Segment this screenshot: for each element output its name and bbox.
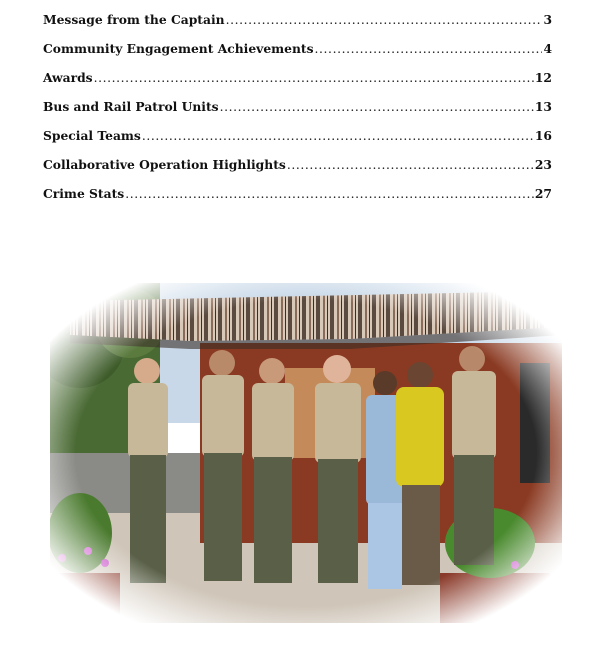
toc-entry-title: Message from the Captain bbox=[43, 12, 225, 27]
toc-entry-title: Bus and Rail Patrol Units bbox=[43, 99, 219, 114]
toc-leader-dots bbox=[142, 128, 534, 143]
toc-entry-page: 13 bbox=[534, 99, 552, 114]
toc-entry-collaborative-operations[interactable] bbox=[43, 157, 552, 186]
toc-entry-page: 4 bbox=[543, 41, 552, 56]
toc-entry-page: 27 bbox=[534, 186, 552, 201]
toc-entry-bus-rail-patrol[interactable] bbox=[43, 99, 552, 128]
deputy-5 bbox=[452, 346, 496, 565]
toc-entry-title: Special Teams bbox=[43, 128, 141, 143]
table-of-contents bbox=[43, 12, 552, 215]
toc-leader-dots bbox=[287, 157, 534, 172]
toc-entry-title: Collaborative Operation Highlights bbox=[43, 157, 286, 172]
toc-entry-page: 3 bbox=[543, 12, 552, 27]
toc-entry-community-engagement[interactable] bbox=[43, 41, 552, 70]
toc-entry-captain-message[interactable] bbox=[43, 12, 552, 41]
deputy-4 bbox=[315, 355, 361, 583]
community-member-yellow-jacket bbox=[396, 362, 444, 585]
toc-leader-dots bbox=[226, 12, 543, 27]
toc-entry-crime-stats[interactable] bbox=[43, 186, 552, 215]
toc-leader-dots bbox=[125, 186, 534, 201]
toc-entry-title: Crime Stats bbox=[43, 186, 125, 201]
toc-entry-title: Awards bbox=[43, 70, 93, 85]
deputy-2 bbox=[202, 350, 244, 581]
toc-leader-dots bbox=[220, 99, 534, 114]
deputy-1 bbox=[128, 358, 168, 583]
group-photo-illustration bbox=[50, 283, 562, 623]
toc-entry-page: 16 bbox=[534, 128, 552, 143]
toc-leader-dots bbox=[94, 70, 534, 85]
group-photo bbox=[50, 283, 562, 623]
toc-leader-dots bbox=[315, 41, 543, 56]
toc-entry-page: 23 bbox=[534, 157, 552, 172]
toc-entry-title: Community Engagement Achievements bbox=[43, 41, 314, 56]
deputy-3 bbox=[252, 358, 294, 583]
toc-entry-special-teams[interactable] bbox=[43, 128, 552, 157]
toc-entry-awards[interactable] bbox=[43, 70, 552, 99]
toc-entry-page: 12 bbox=[534, 70, 552, 85]
